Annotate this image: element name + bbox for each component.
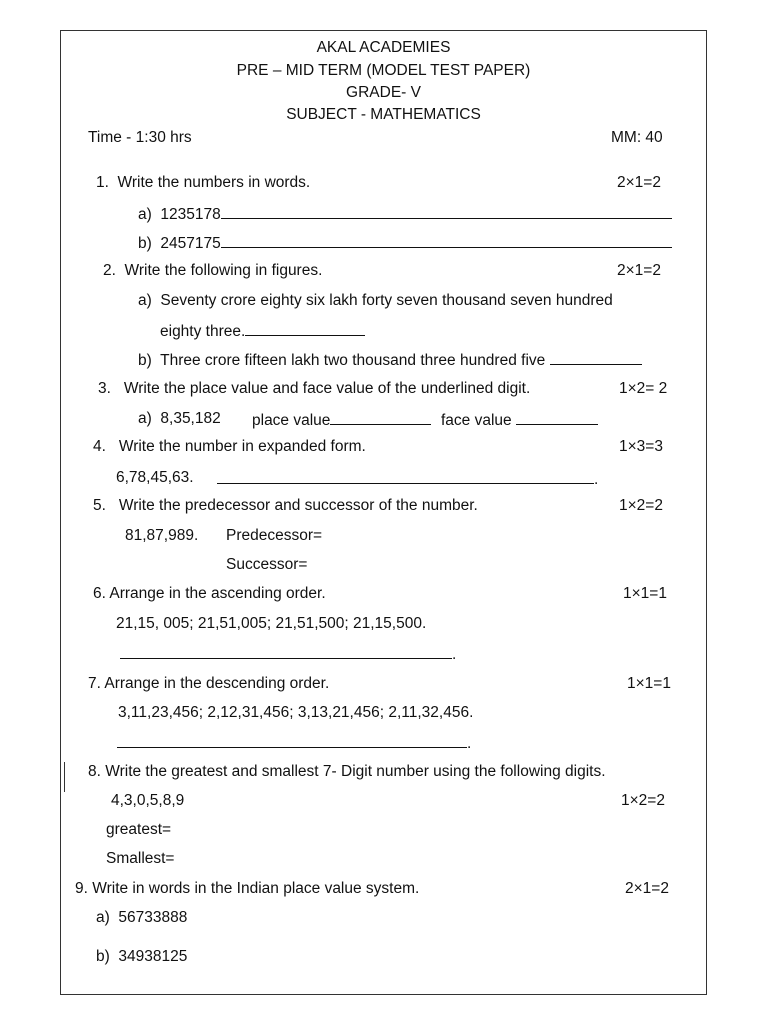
q3-text: 3. Write the place value and face value of the underlined digit. bbox=[98, 380, 531, 397]
q1-b-answer-line[interactable] bbox=[221, 233, 672, 248]
face-value-label: face value bbox=[441, 412, 512, 429]
q7-numbers: 3,11,23,456; 2,12,31,456; 3,13,21,456; 2,11,32,456. bbox=[118, 704, 474, 721]
q9-a: a) 56733888 bbox=[96, 909, 188, 926]
q5-successor[interactable]: Successor= bbox=[226, 556, 308, 573]
q4-number: 6,78,45,63. bbox=[116, 469, 194, 486]
q9-marks: 2×1=2 bbox=[625, 880, 669, 897]
q7-marks: 1×1=1 bbox=[627, 675, 671, 692]
q6-numbers: 21,15, 005; 21,51,005; 21,51,500; 21,15,500. bbox=[116, 615, 427, 632]
q1-a-label: a) 1235178 bbox=[138, 206, 221, 223]
q4-answer-dot: . bbox=[594, 471, 599, 488]
q5-marks: 1×2=2 bbox=[619, 497, 663, 514]
q2-b-answer-line[interactable] bbox=[550, 350, 642, 365]
face-value-answer-line[interactable] bbox=[516, 410, 598, 425]
margin-mark bbox=[64, 762, 65, 792]
q6-answer-dot: . bbox=[452, 646, 457, 663]
q4-answer bbox=[217, 469, 598, 489]
q5-number: 81,87,989. bbox=[125, 527, 199, 544]
q8-smallest[interactable]: Smallest= bbox=[106, 850, 175, 867]
q1-b bbox=[138, 233, 672, 253]
q8-text: 8. Write the greatest and smallest 7- Digit number using the following digits. bbox=[88, 763, 606, 780]
q6-text: 6. Arrange in the ascending order. bbox=[93, 585, 326, 602]
q3-face-value bbox=[441, 410, 598, 430]
q7-text: 7. Arrange in the descending order. bbox=[88, 675, 330, 692]
q4-marks: 1×3=3 bbox=[619, 438, 663, 455]
school-name: AKAL ACADEMIES bbox=[316, 39, 451, 56]
q1-a bbox=[138, 204, 672, 224]
q1-marks: 2×1=2 bbox=[617, 174, 661, 191]
q2-a-label: eighty three. bbox=[160, 323, 246, 340]
q2-marks: 2×1=2 bbox=[617, 262, 661, 279]
grade: GRADE- V bbox=[346, 84, 421, 101]
q8-digits: 4,3,0,5,8,9 bbox=[111, 792, 185, 809]
q5-predecessor[interactable]: Predecessor= bbox=[226, 527, 323, 544]
q1-text: 1. Write the numbers in words. bbox=[96, 174, 311, 191]
q6-answer bbox=[120, 644, 456, 664]
q2-a-line1: a) Seventy crore eighty six lakh forty seven thousand seven hundred bbox=[138, 292, 613, 309]
max-marks: MM: 40 bbox=[611, 129, 663, 146]
q4-answer-line[interactable] bbox=[217, 469, 594, 484]
exam-title: PRE – MID TERM (MODEL TEST PAPER) bbox=[236, 62, 531, 79]
q9-b: b) 34938125 bbox=[96, 948, 188, 965]
q5-text: 5. Write the predecessor and successor of the number. bbox=[93, 497, 478, 514]
q2-a-answer-line[interactable] bbox=[245, 321, 365, 336]
q3-a: a) 8,35,182 bbox=[138, 410, 221, 427]
q3-place-value bbox=[252, 410, 431, 430]
place-value-label: place value bbox=[252, 412, 331, 429]
q8-greatest[interactable]: greatest= bbox=[106, 821, 172, 838]
q7-answer-dot: . bbox=[467, 735, 472, 752]
subject: SUBJECT - MATHEMATICS bbox=[286, 106, 481, 123]
q6-marks: 1×1=1 bbox=[623, 585, 667, 602]
q1-a-answer-line[interactable] bbox=[221, 204, 672, 219]
q1-b-label: b) 2457175 bbox=[138, 235, 221, 252]
q4-text: 4. Write the number in expanded form. bbox=[93, 438, 366, 455]
q6-answer-line[interactable] bbox=[120, 644, 452, 659]
q7-answer-line[interactable] bbox=[117, 733, 467, 748]
q2-b bbox=[138, 350, 642, 370]
time-allowed: Time - 1:30 hrs bbox=[88, 129, 192, 146]
q2-a-line2 bbox=[160, 321, 365, 341]
q9-text: 9. Write in words in the Indian place value system. bbox=[75, 880, 420, 897]
q7-answer bbox=[117, 733, 471, 753]
q8-marks: 1×2=2 bbox=[621, 792, 665, 809]
q2-text: 2. Write the following in figures. bbox=[103, 262, 323, 279]
q2-b-label: b) Three crore fifteen lakh two thousand three hundred five bbox=[138, 352, 546, 369]
place-value-answer-line[interactable] bbox=[330, 410, 431, 425]
q3-marks: 1×2= 2 bbox=[619, 380, 668, 397]
